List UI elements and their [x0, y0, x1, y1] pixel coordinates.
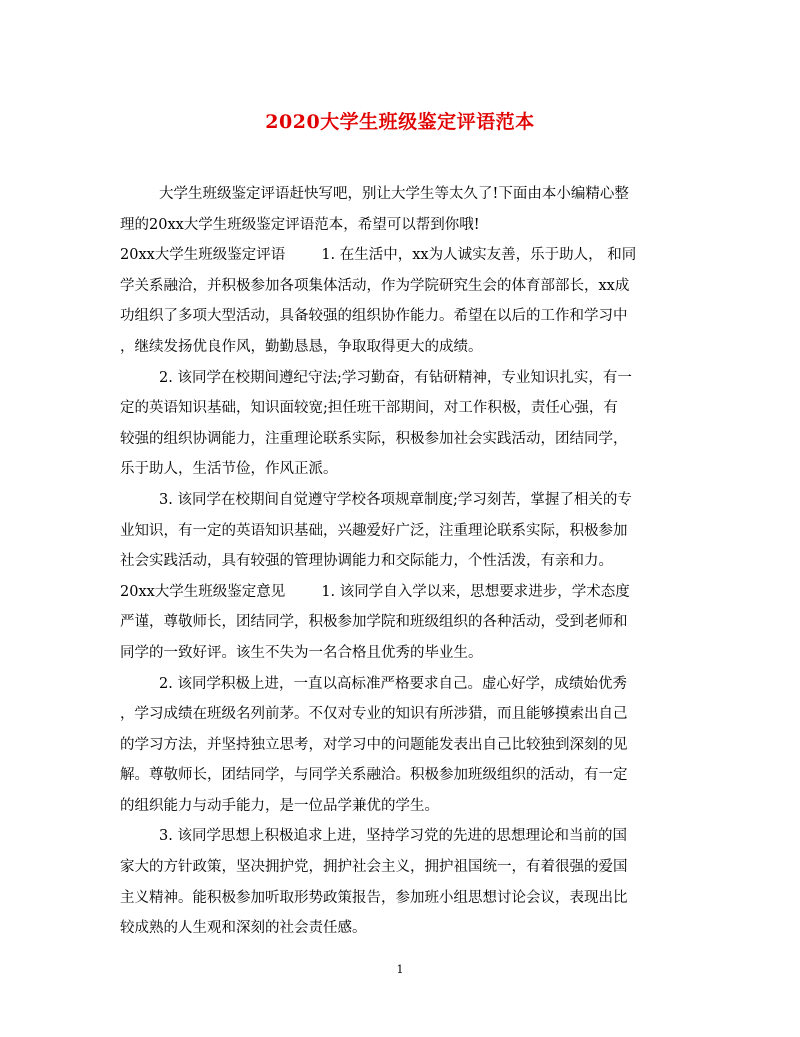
text-line: 较强的组织协调能力，注重理论联系实际，积极参加社会实践活动，团结同学，: [120, 430, 628, 447]
text-line: 3. 该同学思想上积极追求上进，坚持学习党的先进的思想理论和当前的国: [159, 828, 627, 845]
page-number: 1: [396, 963, 404, 976]
text-line: 社会实践活动，具有较强的管理协调能力和交际能力，个性活泼，有亲和力。: [120, 553, 613, 570]
text-line: 学关系融洽，并积极参加各项集体活动，作为学院研究生会的体育部部长，xx成: [120, 277, 630, 294]
text-line: 的学习方法，并坚持独立思考，对学习中的问题能发表出自己比较独到深刻的见: [120, 736, 628, 753]
text-line: 乐于助人，生活节俭，作风正派。: [120, 461, 338, 478]
text-line: 2. 该同学在校期间遵纪守法;学习勤奋，有钻研精神，专业知识扎实，有一: [159, 369, 632, 386]
section-heading-line: [120, 240, 680, 271]
document-body: [120, 179, 680, 944]
section-heading: 20xx大学生班级鉴定意见: [120, 583, 286, 600]
text-line: 定的英语知识基础，知识面较宽;担任班干部期间，对工作积极，责任心强，有: [120, 400, 618, 417]
section-heading-line: [120, 577, 680, 608]
text-line: 大学生班级鉴定评语赶快写吧，别让大学生等太久了!下面由本小编精心整: [159, 186, 629, 202]
text-line: 的组织能力与动手能力，是一位品学兼优的学生。: [120, 797, 439, 814]
text-line: 业知识，有一定的英语知识基础，兴趣爱好广泛，注重理论联系实际，积极参加: [120, 522, 628, 539]
text-line: ，学习成绩在班级名列前茅。不仅对专业的知识有所涉猎，而且能够摸索出自己: [120, 706, 628, 723]
text-line: 3. 该同学在校期间自觉遵守学校各项规章制度;学习刻苦，掌握了相关的专: [159, 491, 632, 508]
text-line: 主义精神。能积极参加听取形势政策报告，参加班小组思想讨论会议，表现出比: [120, 889, 628, 906]
text-line: 家大的方针政策，坚决拥护党，拥护社会主义，拥护祖国统一，有着很强的爱国: [120, 859, 628, 876]
text-line: 2. 该同学积极上进，一直以高标准严格要求自己。虚心好学，成绩始优秀: [159, 675, 627, 692]
section-heading: 20xx大学生班级鉴定评语: [120, 247, 286, 264]
text-line: 较成熟的人生观和深刻的社会责任感。: [120, 920, 367, 937]
text-line: 严谨，尊敬师长，团结同学，积极参加学院和班级组织的各种活动，受到老师和: [120, 614, 628, 631]
text-line: 理的20xx大学生班级鉴定评语范本，希望可以帮到你哦!: [120, 216, 480, 233]
text-line: ，继续发扬优良作风，勤勤恳恳，争取取得更大的成绩。: [120, 338, 483, 355]
text-line: 解。尊敬师长，团结同学，与同学关系融洽。积极参加班级组织的活动，有一定: [120, 767, 628, 784]
document-title: 2020大学生班级鉴定评语范本: [265, 111, 535, 133]
text-line: 1. 该同学自入学以来，思想要求进步，学术态度: [321, 583, 630, 600]
text-line: 1. 在生活中，xx为人诚实友善，乐于助人， 和同: [321, 247, 637, 264]
text-line: 同学的一致好评。该生不失为一名合格且优秀的毕业生。: [120, 644, 483, 661]
text-line: 功组织了多项大型活动，具备较强的组织协作能力。希望在以后的工作和学习中: [120, 308, 628, 325]
